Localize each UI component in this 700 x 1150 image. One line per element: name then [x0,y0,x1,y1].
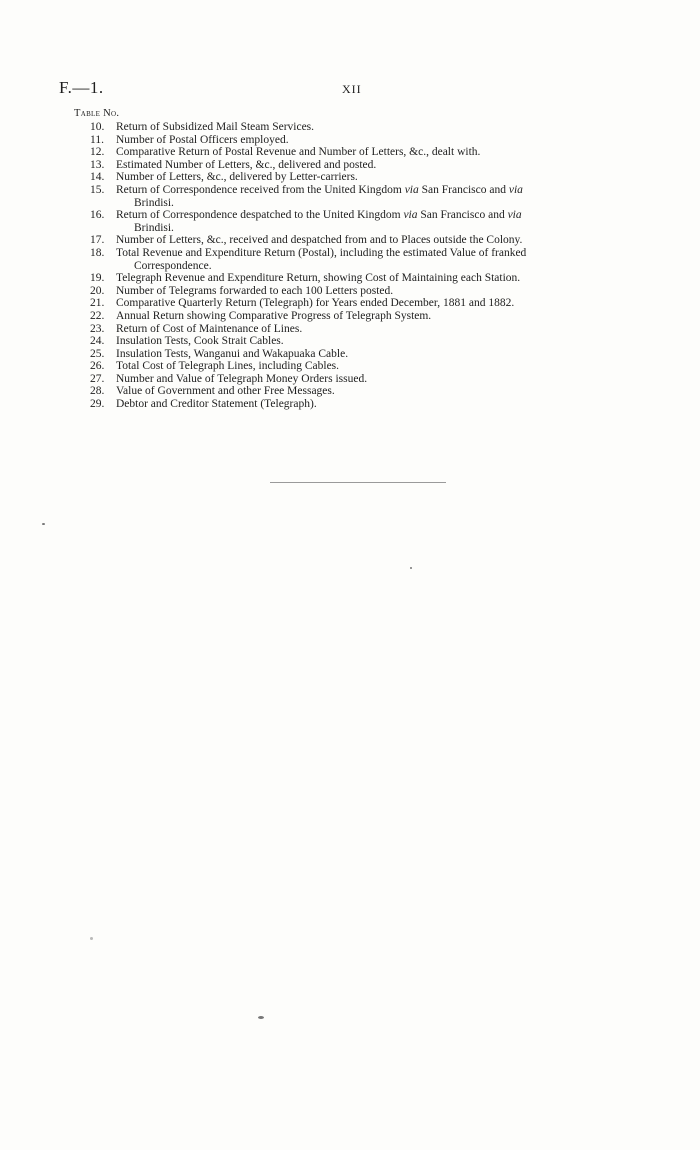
list-item [0,373,634,386]
item-text: Insulation Tests, Wanganui and Wakapuaka Cable. [116,347,349,360]
list-item [0,247,634,272]
list-item [0,234,634,247]
item-number: 11. [90,133,104,146]
item-number: 29. [90,398,105,411]
item-number: 21. [90,297,105,310]
item-text: Insulation Tests, Cook Strait Cables. [116,335,284,348]
list-item [0,184,634,209]
list-item [0,297,634,310]
item-text: Return of Correspondence despatched to the United Kingdom via San Francisco and via [116,209,522,222]
list-item [0,272,634,285]
item-text: Total Revenue and Expenditure Return (Postal), including the estimated Value of franked [116,246,527,259]
item-number: 10. [90,121,105,133]
list-item [0,121,634,134]
item-text: Comparative Quarterly Return (Telegraph) for Years ended December, 1881 and 1882. [116,297,515,310]
item-text: Total Cost of Telegraph Lines, including Cables. [116,360,340,373]
item-number: 26. [90,360,105,373]
item-text: Return of Cost of Maintenance of Lines. [116,322,303,335]
list-item [0,159,634,172]
item-text: Annual Return showing Comparative Progress of Telegraph System. [116,309,432,322]
item-text: Estimated Number of Letters, &c., delivered and posted. [116,158,377,171]
item-number: 13. [90,158,105,171]
list-item [0,310,634,323]
item-text: Telegraph Revenue and Expenditure Return, showing Cost of Maintaining each Station. [116,272,521,285]
list-item [0,360,634,373]
item-number: 15. [90,183,105,196]
list-item [0,398,634,411]
list-item [0,323,634,336]
item-text: Number of Letters, &c., delivered by Letter-carriers. [116,171,358,184]
list-item [0,146,634,159]
list-item [0,335,634,348]
item-text: Number of Postal Officers employed. [116,133,289,146]
list-item [0,209,634,234]
item-number: 24. [90,335,105,348]
item-number: 28. [90,385,105,398]
scan-speck [258,1016,264,1019]
item-number: 23. [90,322,105,335]
item-number: 19. [90,272,105,285]
scan-speck [410,567,412,569]
item-number: 17. [90,234,105,247]
item-number: 20. [90,284,105,297]
item-text: Value of Government and other Free Messages. [116,385,335,398]
document-code: F.—1. [59,78,104,97]
item-text: Number of Telegrams forwarded to each 100 Letters posted. [116,284,394,297]
item-text-continuation: Brindisi. [134,196,174,209]
item-text: Return of Subsidized Mail Steam Services. [116,121,315,133]
item-number: 14. [90,171,105,184]
item-text: Number of Letters, &c., received and despatched from and to Places outside the Colony. [116,234,523,247]
item-text-continuation: Brindisi. [134,221,174,234]
item-number: 18. [90,246,105,259]
scan-speck [90,937,93,940]
list-item [0,285,634,298]
item-text: Comparative Return of Postal Revenue and Number of Letters, &c., dealt with. [116,146,481,159]
item-number: 16. [90,209,105,222]
page-number: XII [342,82,362,96]
item-text: Number and Value of Telegraph Money Orders issued. [116,372,368,385]
scan-speck [42,523,45,525]
table-heading: Table No. [74,108,120,119]
list-item [0,385,634,398]
table-list [0,121,700,411]
list-item [0,348,634,361]
section-divider [270,482,446,483]
item-number: 12. [90,146,105,159]
item-text: Return of Correspondence received from the United Kingdom via San Francisco and via [116,183,523,196]
item-number: 27. [90,372,105,385]
item-number: 25. [90,347,105,360]
list-item [0,134,634,147]
item-number: 22. [90,309,105,322]
item-text: Debtor and Creditor Statement (Telegraph). [116,398,317,411]
list-item [0,171,634,184]
item-text-continuation: Correspondence. [134,259,212,272]
